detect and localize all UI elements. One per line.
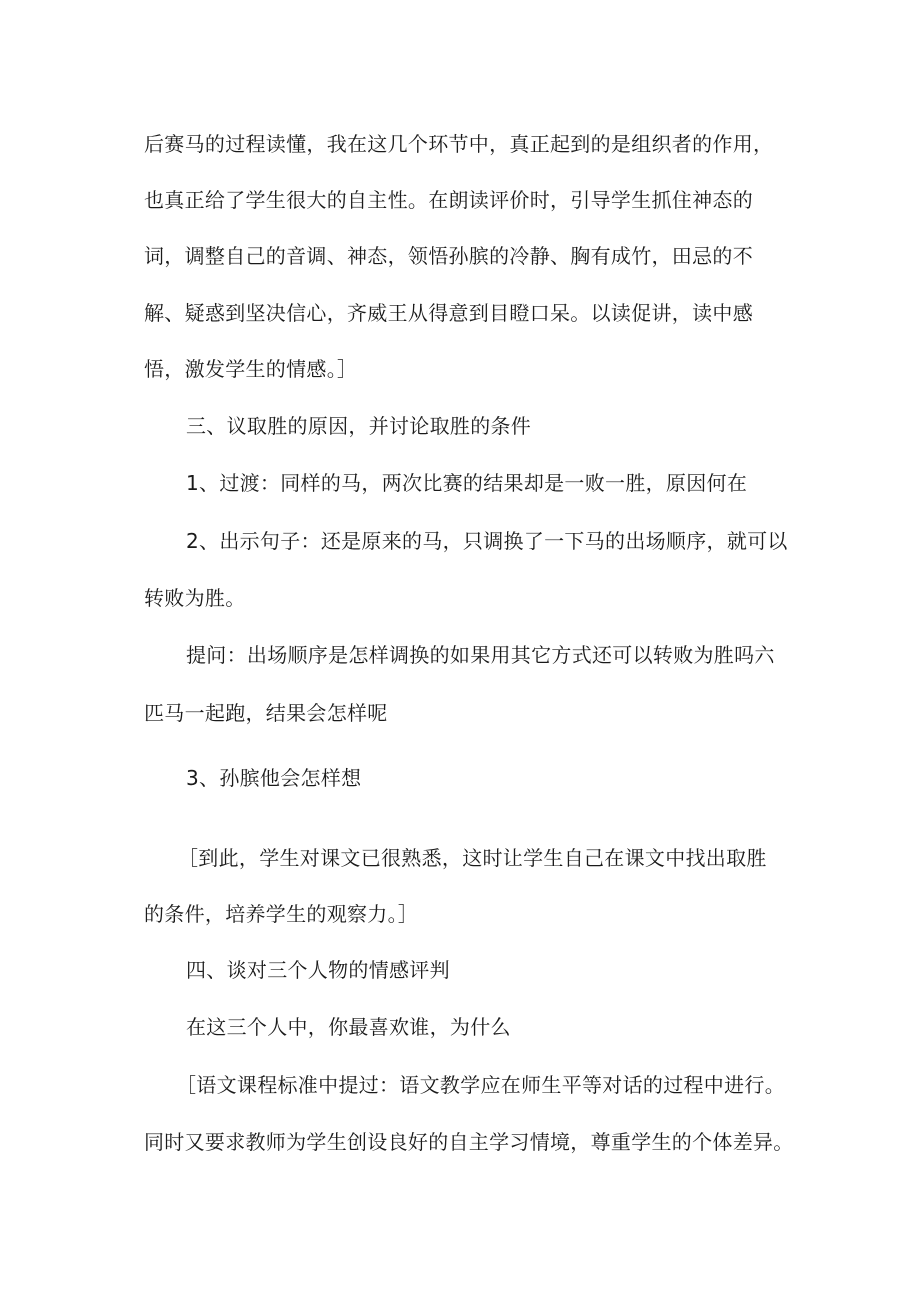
text-line: 后赛马的过程读懂，我在这几个环节中，真正起到的是组织者的作用， [144, 132, 774, 156]
text-line: 在这三个人中，你最喜欢谁，为什么 [186, 1015, 511, 1039]
section-heading: 四、谈对三个人物的情感评判 [186, 958, 450, 982]
text-line: ［语文课程标准中提过：语文教学应在师生平等对话的过程中进行。 [176, 1073, 785, 1097]
text-line: 3、孙膑他会怎样想 [186, 766, 362, 790]
text-line: 的条件，培养学生的观察力。］ [144, 902, 419, 926]
text-line: 转败为胜。 [144, 586, 246, 610]
text-line: 提问：出场顺序是怎样调换的如果用其它方式还可以转败为胜吗六 [186, 643, 775, 667]
section-heading: 三、议取胜的原因，并讨论取胜的条件 [186, 414, 532, 438]
text-line: 匹马一起跑，结果会怎样呢 [144, 701, 388, 725]
text-line: 2、出示句子：还是原来的马，只调换了一下马的出场顺序，就可以 [186, 529, 788, 553]
text-line: 解、疑惑到坚决信心，齐威王从得意到目瞪口呆。以读促讲，读中感 [144, 301, 753, 325]
text-line: ［到此，学生对课文已很熟悉，这时让学生自己在课文中找出取胜 [178, 846, 767, 870]
text-line: 词，调整自己的音调、神态，领悟孙膑的冷静、胸有成竹，田忌的不 [144, 244, 753, 268]
text-line: 悟，激发学生的情感。］ [144, 357, 358, 381]
text-line: 同时又要求教师为学生创设良好的自主学习情境，尊重学生的个体差异。 [144, 1130, 794, 1154]
text-line: 1、过渡：同样的马，两次比赛的结果却是一败一胜，原因何在 [186, 471, 748, 495]
text-line: 也真正给了学生很大的自主性。在朗读评价时，引导学生抓住神态的 [144, 188, 753, 212]
